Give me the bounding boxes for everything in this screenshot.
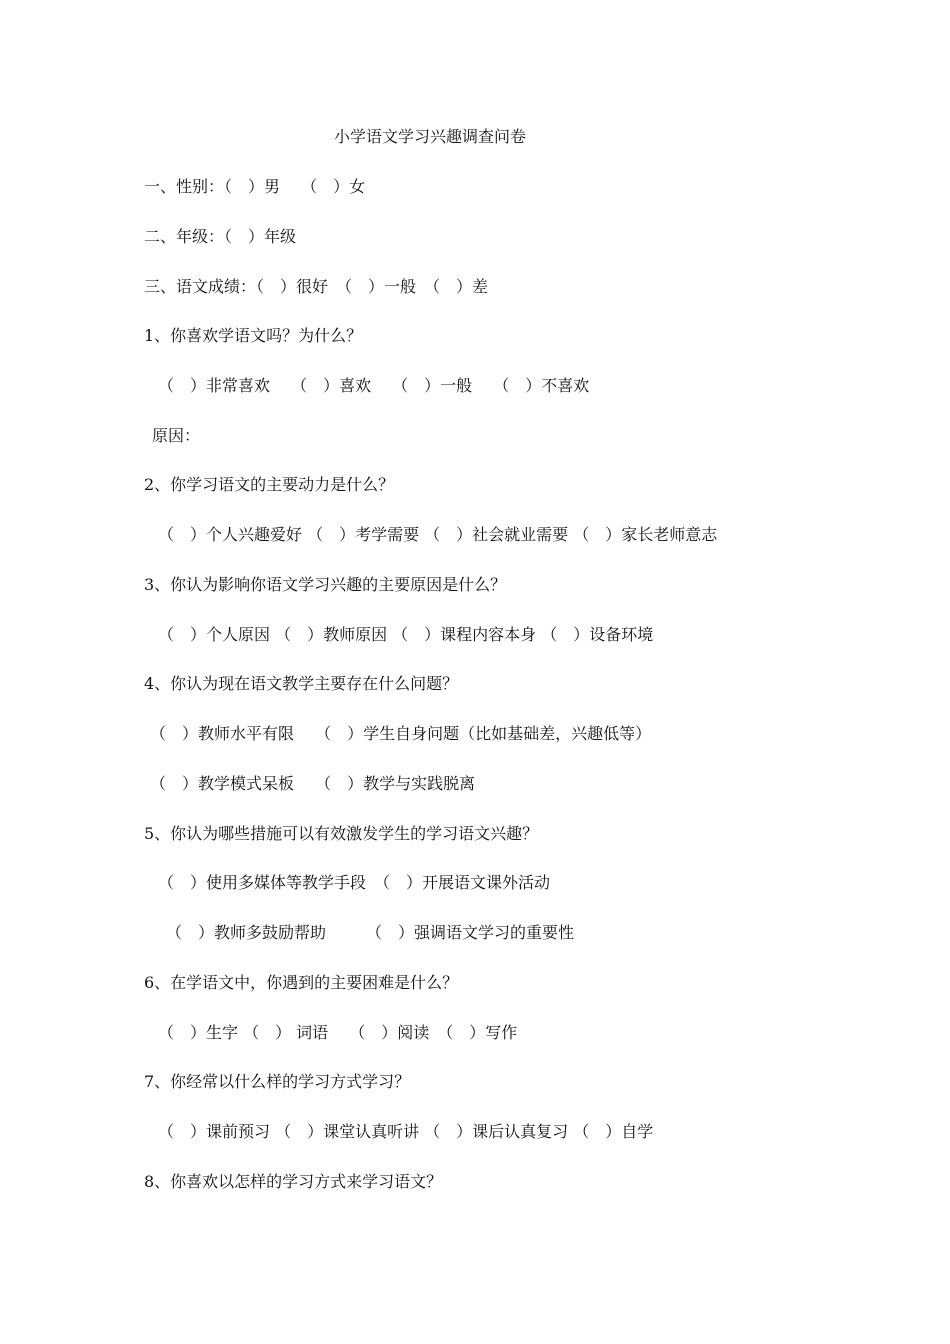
question-1-reason: 原因： (152, 426, 201, 445)
question-1: 1、你喜欢学语文吗？为什么？ (144, 326, 363, 345)
question-2-options: （ ）个人兴趣爱好 （ ）考学需要 （ ）社会就业需要 （ ）家长老师意志 (158, 525, 718, 544)
question-4-options-row-1: （ ）教师水平有限 （ ）学生自身问题（比如基础差，兴趣低等） (150, 724, 652, 743)
page-title: 小学语文学习兴趣调查问卷 (333, 127, 526, 146)
question-1-options: （ ）非常喜欢 （ ）喜欢 （ ）一般 （ ）不喜欢 (158, 376, 590, 395)
question-5: 5、你认为哪些措施可以有效激发学生的学习语文兴趣？ (144, 824, 539, 843)
question-2: 2、你学习语文的主要动力是什么？ (144, 475, 395, 494)
question-4: 4、你认为现在语文教学主要存在什么问题？ (144, 674, 459, 693)
question-7-options: （ ）课前预习 （ ）课堂认真听讲 （ ）课后认真复习 （ ）自学 (158, 1122, 654, 1141)
question-grade: 二、年级：（ ）年级 (144, 227, 297, 246)
question-4-options-row-2: （ ）教学模式呆板 （ ）教学与实践脱离 (150, 774, 476, 793)
question-3: 3、你认为影响你语文学习兴趣的主要原因是什么？ (144, 575, 507, 594)
question-7: 7、你经常以什么样的学习方式学习？ (144, 1072, 411, 1091)
question-8: 8、你喜欢以怎样的学习方式来学习语文？ (144, 1172, 443, 1191)
question-6: 6、在学语文中，你遇到的主要困难是什么？ (144, 973, 459, 992)
question-5-options-row-1: （ ）使用多媒体等教学手段 （ ）开展语文课外活动 (158, 873, 551, 892)
question-chinese-score: 三、语文成绩：（ ）很好 （ ）一般 （ ）差 (144, 277, 489, 296)
question-5-options-row-2: （ ）教师多鼓励帮助 （ ）强调语文学习的重要性 (166, 923, 575, 942)
question-6-options: （ ）生字 （ ） 词语 （ ）阅读 （ ）写作 (158, 1023, 518, 1042)
question-gender: 一、性别：（ ）男 （ ）女 (144, 177, 366, 196)
question-3-options: （ ）个人原因 （ ）教师原因 （ ）课程内容本身 （ ）设备环境 (158, 625, 654, 644)
